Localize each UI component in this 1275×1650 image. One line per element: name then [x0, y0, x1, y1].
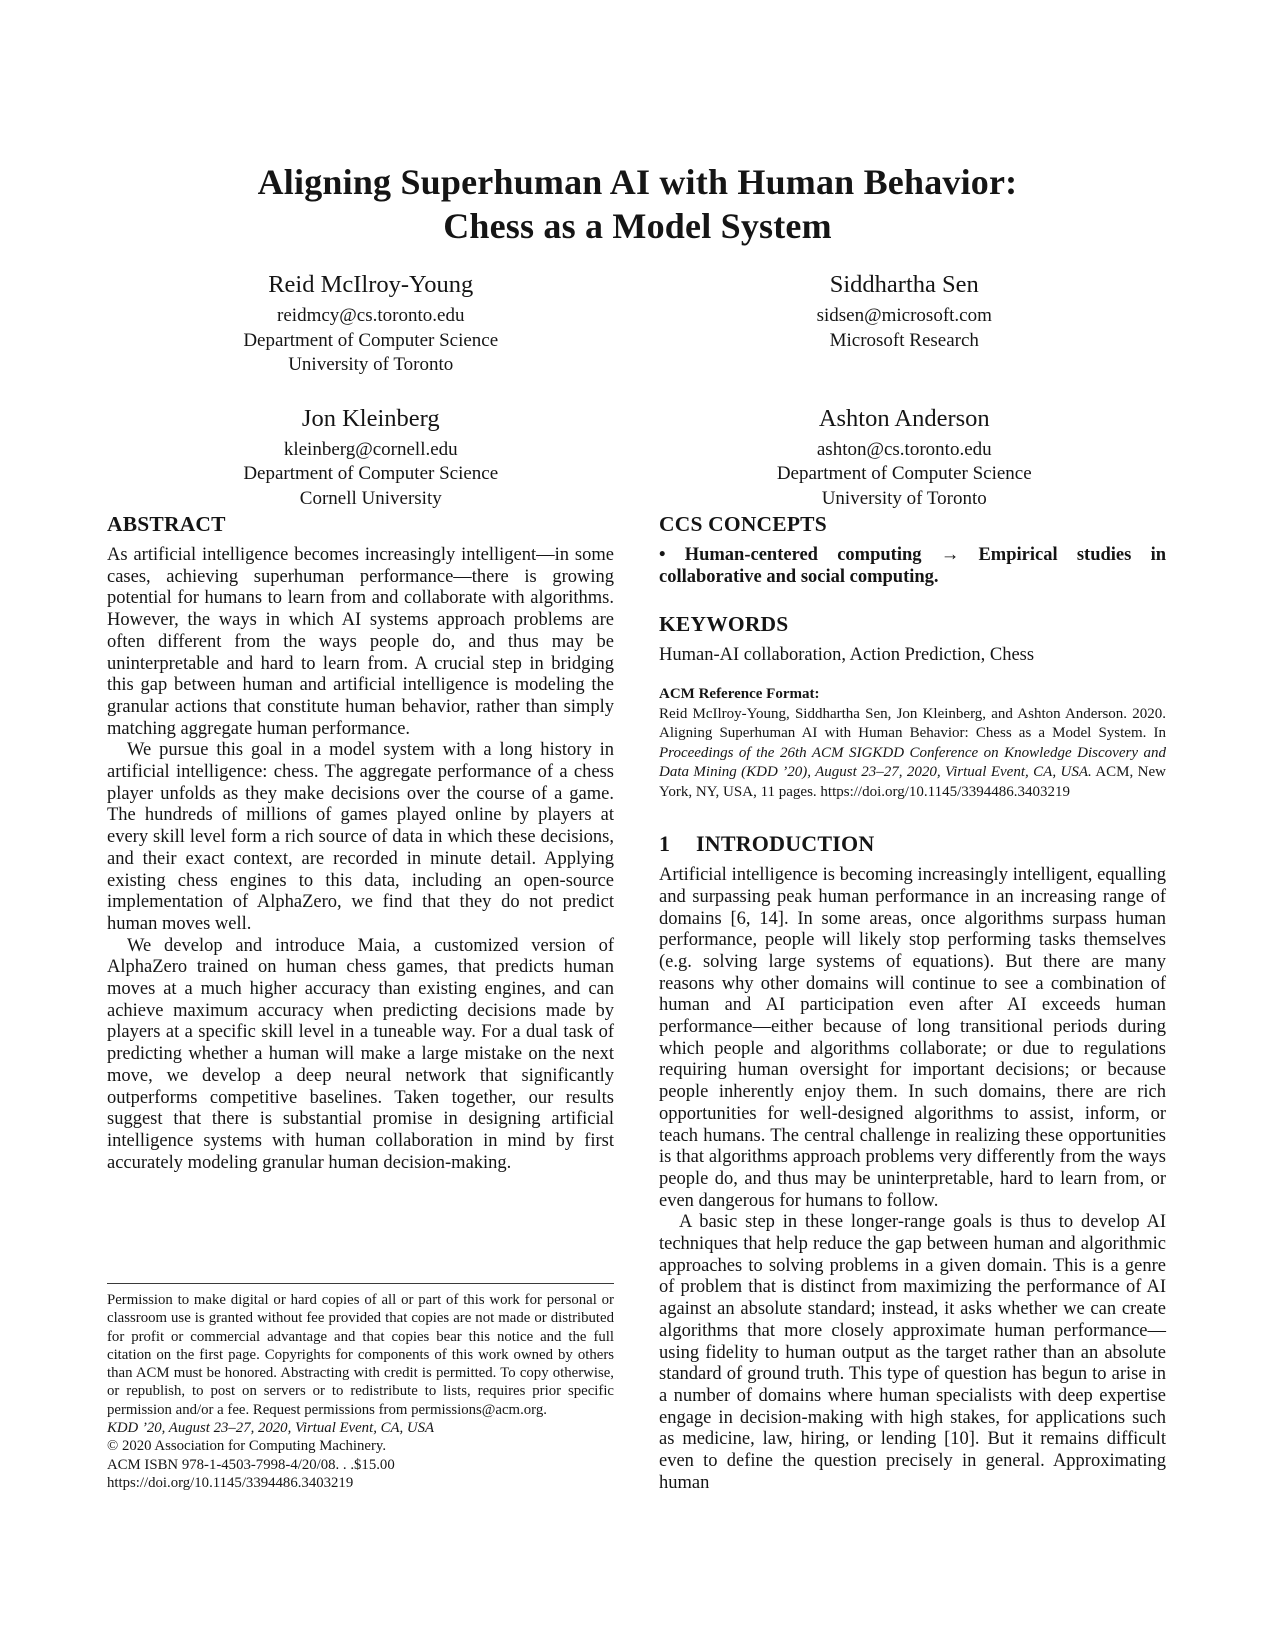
- section-title: INTRODUCTION: [696, 831, 875, 857]
- author-name: Reid McIlroy-Young: [268, 271, 474, 298]
- right-column: [659, 512, 1166, 1495]
- citation-doi-link[interactable]: https://doi.org/10.1145/3394486.3403219: [820, 783, 1071, 800]
- isbn-line: ACM ISBN 978-1-4503-7998-4/20/08. . .$15.00: [107, 1456, 395, 1473]
- citation-proceedings: Proceedings of the 26th ACM SIGKDD Conference on Knowledge Discovery and Data Mining (KDD ’20), August 23–27, 2020, Virtual Event, CA, USA.: [659, 744, 1166, 781]
- author-card-kleinberg: [104, 404, 638, 512]
- author-department: Department of Computer Science: [243, 463, 499, 484]
- acm-reference-citation: [659, 705, 1166, 803]
- introduction-paragraph-1: Artificial intelligence is becoming increasingly intelligent, equalling and surpassing peak human performance in an increasing range of domains [6, 14]. In some areas, once algorithms surpass human performance, people will likely stop performing tasks themselves (e.g. solving large systems of equations). But there are many reasons why other domains will continue to see a combination of human and AI participation even after AI exceeds human performance—either because of long transitional periods during which people and algorithms collaborate; or due to regulations requiring human oversight for important decisions; or because people inherently enjoy them. In such domains, there are rich opportunities for well-designed algorithms to assist, inform, or teach humans. The central challenge in realizing these opportunities is that algorithms approach problems very differently from the ways people do, and thus may be uninterpretable, hard to learn from, or even dangerous for humans to follow.: [659, 865, 1166, 1211]
- author-email[interactable]: sidsen@microsoft.com: [816, 305, 992, 326]
- acm-reference-heading: ACM Reference Format:: [659, 686, 820, 703]
- author-card-mcilroy-young: [104, 270, 638, 378]
- permission-text: Permission to make digital or hard copies of all or part of this work for personal or classroom use is granted without fee provided that copies are not made or distributed for profit or commercial advantage and that copies bear this notice and the full citation on the first page. Copyrights for components of this work owned by others than ACM must be honored. Abstracting with credit is permitted. To copy otherwise, or republish, to post on servers or to redistribute to lists, requires prior specific permission and/or a fee. Request permissions from permissions@acm.org.: [107, 1292, 614, 1418]
- author-name: Ashton Anderson: [818, 404, 990, 432]
- doi-link[interactable]: https://doi.org/10.1145/3394486.3403219: [107, 1474, 354, 1491]
- ccs-heading: CCS CONCEPTS: [659, 512, 827, 536]
- abstract-paragraph-3: We develop and introduce Maia, a customized version of AlphaZero trained on human chess games, that predicts human moves at a much higher accuracy than existing engines, and can achieve maximum accuracy when predicting decisions made by players at a specific skill level in a tuneable way. For a dual task of predicting whether a human will make a large mistake on the next move, we develop a deep neural network that significantly outperforms competitive baselines. Taken together, our results suggest that there is substantial promise in designing artificial intelligence systems with human collaboration in mind by first accurately modeling granular human decision-making.: [107, 935, 614, 1173]
- title-line-1: Aligning Superhuman AI with Human Behavior:: [257, 162, 1018, 202]
- title-line-2: Chess as a Model System: [443, 206, 832, 246]
- introduction-heading: [659, 831, 1166, 856]
- author-email[interactable]: kleinberg@cornell.edu: [283, 438, 458, 460]
- footnote-block: [107, 1283, 614, 1492]
- introduction-paragraph-2: A basic step in these longer-range goals is thus to develop AI techniques that help reduce the gap between human and algorithmic approaches to solving problems in a given domain. This is a genre of problem that is distinct from maximizing the performance of AI against an absolute standard; instead, it asks whether we can create algorithms that more closely approximate human performance—using fidelity to human output as the target rather than an absolute standard of ground truth. This type of question has begun to arise in a number of domains where human specialists with deep expertise engage in decision-making with high stakes, for applications such as medicine, law, hiring, or lending [10]. But it remains difficult even to define the question precisely in general. Approximating human: [659, 1212, 1166, 1493]
- venue-line: KDD ’20, August 23–27, 2020, Virtual Event, CA, USA: [107, 1420, 435, 1437]
- abstract-paragraph-1: As artificial intelligence becomes increasingly intelligent—in some cases, achieving superhuman performance—there is growing potential for humans to learn from and collaborate with algorithms. However, the ways in which AI systems approach problems are often different from the ways people do, and thus may be uninterpretable and hard to learn from. A crucial step in bridging this gap between human and artificial intelligence is modeling the granular actions that constitute human behavior, rather than simply matching aggregate human performance.: [107, 545, 614, 739]
- paper-title: [0, 160, 1275, 248]
- footnote-rule: [107, 1283, 614, 1284]
- abstract-heading: ABSTRACT: [107, 512, 226, 536]
- citation-tail: ACM, New York, NY, USA, 11 pages.: [659, 764, 1166, 800]
- author-email[interactable]: ashton@cs.toronto.edu: [816, 438, 992, 460]
- ccs-concepts-text: • Human-centered computing → Empirical studies in collaborative and social computing.: [659, 545, 1166, 587]
- abstract-paragraph-2: We pursue this goal in a model system with a long history in artificial intelligence: chess. The aggregate performance of a chess player unfolds as they make decisions over the course of a game. The hundreds of millions of games played online by players at every skill level form a rich source of data in which these decisions, and their exact context, are recorded in minute detail. Applying existing chess engines to this data, including an open-source implementation of AlphaZero, we find that they do not predict human moves well.: [107, 740, 614, 934]
- author-affiliation: Cornell University: [299, 487, 442, 509]
- copyright-line: © 2020 Association for Computing Machinery.: [107, 1438, 387, 1455]
- author-name: Jon Kleinberg: [301, 404, 440, 432]
- author-department: Department of Computer Science: [776, 463, 1032, 484]
- author-card-anderson: [638, 404, 1172, 512]
- author-name: Siddhartha Sen: [829, 271, 979, 298]
- citation-plain: Reid McIlroy-Young, Siddhartha Sen, Jon Kleinberg, and Ashton Anderson. 2020. Aligning Superhuman AI with Human Behavior: Chess as a Model System. In: [659, 705, 1166, 742]
- author-affiliation: Microsoft Research: [829, 329, 979, 351]
- authors-block: [104, 270, 1171, 511]
- left-column: [107, 512, 614, 1174]
- keywords-heading: KEYWORDS: [659, 612, 789, 637]
- author-card-sen: [638, 270, 1172, 378]
- section-number: 1: [659, 831, 671, 857]
- author-affiliation: University of Toronto: [288, 354, 454, 375]
- author-department: Department of Computer Science: [243, 329, 499, 351]
- author-email[interactable]: reidmcy@cs.toronto.edu: [277, 305, 465, 326]
- author-affiliation: University of Toronto: [821, 487, 987, 509]
- keywords-text: Human-AI collaboration, Action Prediction, Chess: [659, 645, 1035, 666]
